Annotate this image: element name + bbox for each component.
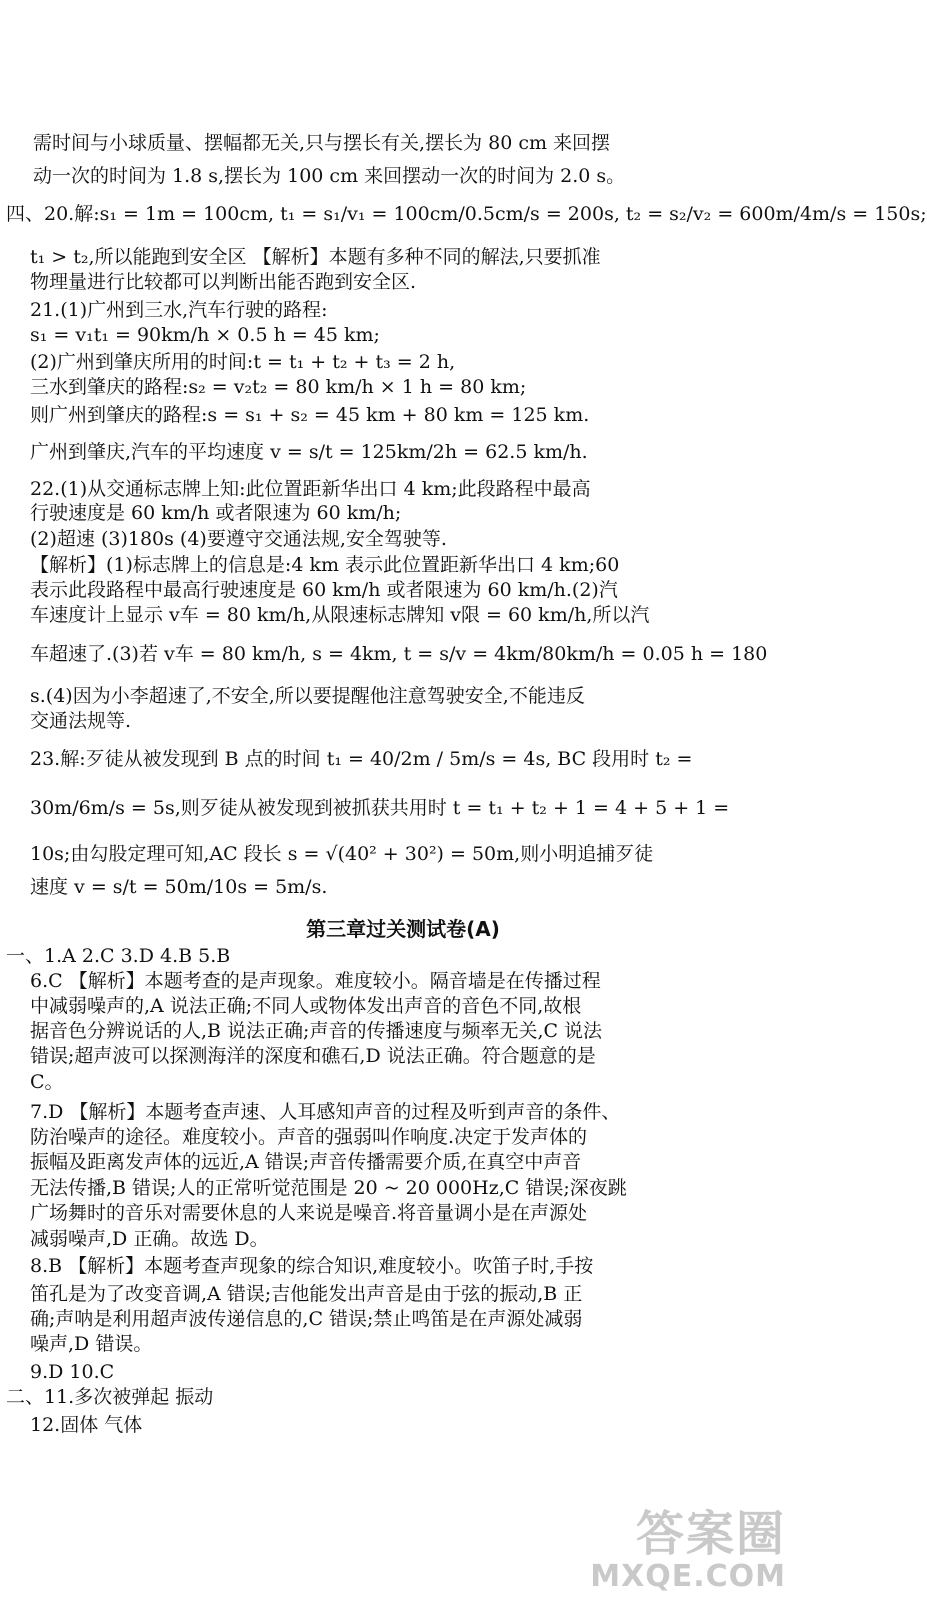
text-line: s₁ = v₁t₁ = 90km/h × 0.5 h = 45 km; [30,324,380,346]
text-line: 10s;由勾股定理可知,AC 段长 s = √(40² + 30²) = 50m,则小明追捕歹徒 [30,843,654,865]
text-line: (2)广州到肇庆所用的时间:t = t₁ + t₂ + t₃ = 2 h, [30,351,456,373]
text-line: 一、1.A 2.C 3.D 4.B 5.B [6,945,231,967]
text-line: 7.D 【解析】本题考查声速、人耳感知声音的过程及听到声音的条件、 [30,1101,621,1123]
text-line: 车超速了.(3)若 v车 = 80 km/h, s = 4km, t = s/v = 4km/80km/h = 0.05 h = 180 [30,643,768,665]
text-line: 三水到肇庆的路程:s₂ = v₂t₂ = 80 km/h × 1 h = 80 km; [30,376,527,398]
text-line: 噪声,D 错误。 [30,1333,153,1355]
text-line: 动一次的时间为 1.8 s,摆长为 100 cm 来回摆动一次的时间为 2.0 s。 [33,165,626,187]
text-line: (2)超速 (3)180s (4)要遵守交通法规,安全驾驶等. [30,528,447,550]
text-line: 二、11.多次被弹起 振动 [6,1386,214,1408]
text-line: 行驶速度是 60 km/h 或者限速为 60 km/h; [30,502,402,524]
text-line: 需时间与小球质量、摆幅都无关,只与摆长有关,摆长为 80 cm 来回摆 [33,132,611,154]
text-line: 21.(1)广州到三水,汽车行驶的路程: [30,299,328,321]
text-line: 23.解:歹徒从被发现到 B 点的时间 t₁ = 40/2m / 5m/s = 4s, BC 段用时 t₂ = [30,748,693,770]
text-line: 中减弱噪声的,A 说法正确;不同人或物体发出声音的音色不同,故根 [30,995,582,1017]
text-line: t₁ > t₂,所以能跑到安全区 【解析】本题有多种不同的解法,只要抓准 [30,246,601,268]
text-line: 无法传播,B 错误;人的正常听觉范围是 20 ~ 20 000Hz,C 错误;深夜跳 [30,1177,627,1199]
text-line: 振幅及距离发声体的远近,A 错误;声音传播需要介质,在真空中声音 [30,1151,582,1173]
text-line: 物理量进行比较都可以判断出能否跑到安全区. [30,271,417,293]
text-line: 减弱噪声,D 正确。故选 D。 [30,1228,269,1250]
text-line: 30m/6m/s = 5s,则歹徒从被发现到被抓获共用时 t = t₁ + t₂ + 1 = 4 + 5 + 1 = [30,797,730,819]
text-line: C。 [30,1071,64,1093]
text-line: 12.固体 气体 [30,1414,143,1436]
text-line: 6.C 【解析】本题考查的是声现象。难度较小。隔音墙是在传播过程 [30,970,601,992]
text-line: 【解析】(1)标志牌上的信息是:4 km 表示此位置距新华出口 4 km;60 [30,554,620,576]
text-line: 笛孔是为了改变音调,A 错误;吉他能发出声音是由于弦的振动,B 正 [30,1283,583,1305]
text-line: 交通法规等. [30,710,132,732]
text-line: 确;声呐是利用超声波传递信息的,C 错误;禁止鸣笛是在声源处减弱 [30,1308,583,1330]
text-line: 速度 v = s/t = 50m/10s = 5m/s. [30,876,328,898]
text-line: s.(4)因为小李超速了,不安全,所以要提醒他注意驾驶安全,不能违反 [30,685,585,707]
text-line: 22.(1)从交通标志牌上知:此位置距新华出口 4 km;此段路程中最高 [30,478,591,500]
text-line: 广场舞时的音乐对需要休息的人来说是噪音.将音量调小是在声源处 [30,1202,588,1224]
text-line: 表示此段路程中最高行驶速度是 60 km/h 或者限速为 60 km/h.(2)汽 [30,579,618,601]
watermark-logo [566,1508,786,1594]
text-line: 则广州到肇庆的路程:s = s₁ + s₂ = 45 km + 80 km = 125 km. [30,404,590,426]
text-line: 四、20.解:s₁ = 1m = 100cm, t₁ = s₁/v₁ = 100cm/0.5cm/s = 200s, t₂ = s₂/v₂ = 600m/4m/s = 150s; [6,203,927,225]
section-title: 第三章过关测试卷(A) [306,917,500,941]
text-line: 广州到肇庆,汽车的平均速度 v = s/t = 125km/2h = 62.5 km/h. [30,441,588,463]
text-line: 防治噪声的途径。难度较小。声音的强弱叫作响度.决定于发声体的 [30,1126,588,1148]
watermark-text: 答案圈 [635,1506,786,1562]
text-line: 8.B 【解析】本题考查声现象的综合知识,难度较小。吹笛子时,手按 [30,1255,594,1277]
text-line: 9.D 10.C [30,1361,115,1383]
text-line: 车速度计上显示 v车 = 80 km/h,从限速标志牌知 v限 = 60 km/h,所以汽 [30,604,650,626]
text-line: 据音色分辨说话的人,B 说法正确;声音的传播速度与频率无关,C 说法 [30,1020,603,1042]
text-line: 错误;超声波可以探测海洋的深度和礁石,D 说法正确。符合题意的是 [30,1045,596,1067]
watermark-url: MXQE.COM [590,1559,786,1594]
